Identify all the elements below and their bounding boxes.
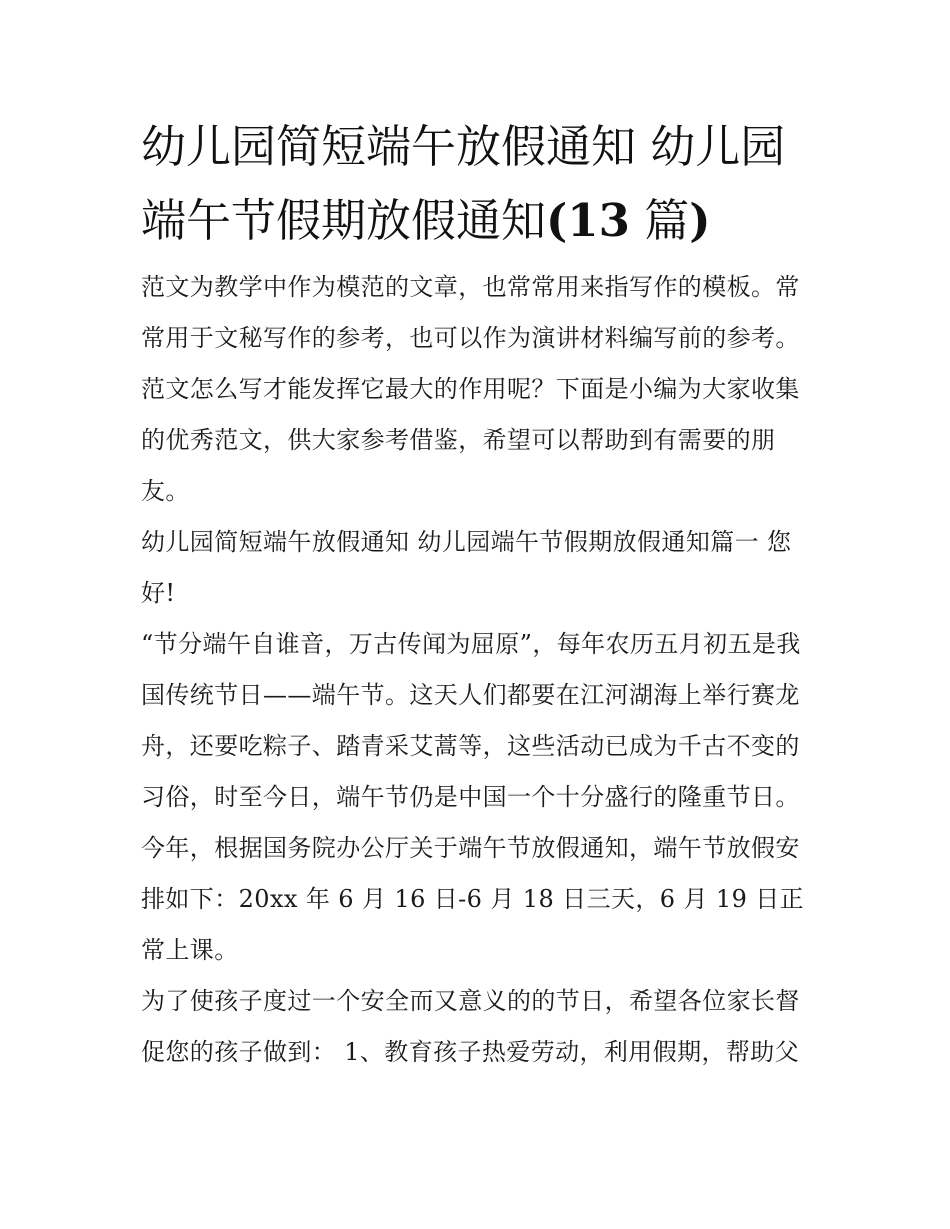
title-count-unit: 篇 [629,194,690,247]
document-body [141,110,813,1078]
section-heading-paragraph: 幼儿园简短端午放假通知 幼儿园端午节假期放假通知篇一 您好! [141,528,792,607]
title-count-open: (13 [546,194,630,247]
title-text: 幼儿园简短端午放假通知 幼儿园端午节假期放假通知 [141,120,786,247]
holiday-arrangement-paragraph: “节分端午自谁音，万古传闻为屈原”，每年农历五月初五是我国传统节日——端午节。这天人们都要在江河湖海上举行赛龙舟，还要吃粽子、踏青采艾蒿等，这些活动已成为千古不变的习俗，时至今日，端午节仍是中国一个十分盛行的隆重节日。今年，根据国务院办公厅关于端午节放假通知，端午节放假安排如下：20xx 年 6 月 16 日-6 月 18 日三天，6 月 19 日正常上课。 [141,630,805,964]
document-title [141,110,813,258]
intro-paragraph: 范文为教学中作为模范的文章，也常常用来指写作的模板。常常用于文秘写作的参考，也可以作为演讲材料编写前的参考。范文怎么写才能发挥它最大的作用呢？下面是小编为大家收集的优秀范文，供大家参考借鉴，希望可以帮助到有需要的朋友。 [141,273,800,505]
parent-request-paragraph: 为了使孩子度过一个安全而又意义的的节日，希望各位家长督促您的孩子做到： 1、教育孩子热爱劳动，利用假期，帮助父 [141,987,800,1066]
title-count-close: ) [689,194,711,247]
